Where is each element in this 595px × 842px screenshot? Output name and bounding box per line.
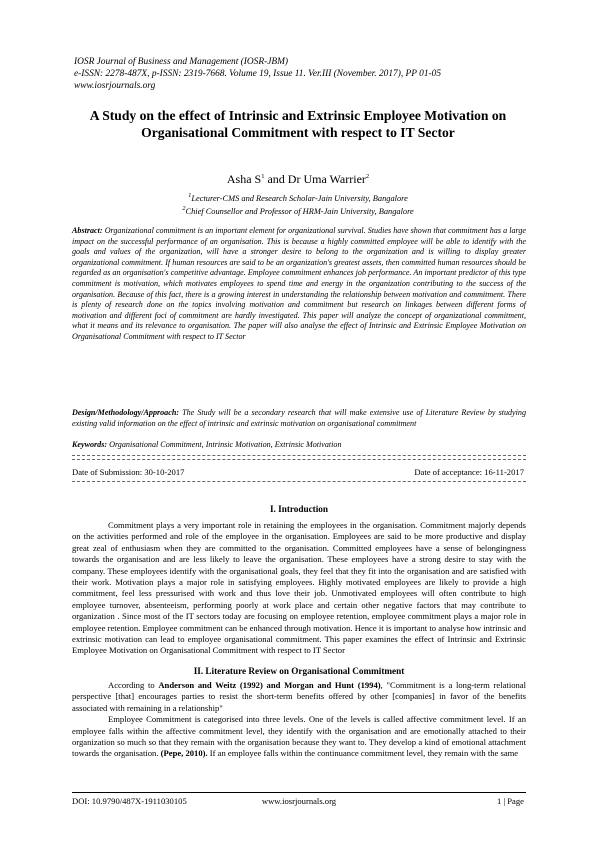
affiliations (72, 191, 524, 218)
keywords-label: Keywords: (72, 440, 108, 449)
literature-paragraph-2 (72, 714, 526, 760)
footer-site: www.iosrjournals.org (261, 796, 337, 806)
affiliation-2-sup: 2 (182, 205, 186, 213)
introduction-paragraph: Commitment plays a very important role in retaining the employees in the organisation. Commitment majorly depends on the activities performed and role of the employee in the organisation. Employees are said to be more productive and display great zeal of enthusiasm when they are committed to the organisation. Committed employees have a sense of belongingness towards the organisation and are less likely to leave the organisation. These employees have a strong desire to stay with the company. These employees identify with the organisational goals, they feel that they fit into the organisation and are satisfied with their work. Motivation plays a major role in satisfying employees. Highly motivated employees are likely to provide a high commitment, feel less pressurised with work and thus love their job. Unmotivated employees will often contribute to high employee turnover, absenteeism, performing poorly at work place and certain other negative factors that may contribute to organization . Since most of the IT sectors today are focusing on employee retention, employee commitment plays a major role in employee retention. Employee commitment can be enhanced through motivation. Hence it is important to analyse how intrinsic and extrinsic motivation can lead to employee organisational commitment. This paper examines the effect of Intrinsic and Extrinsic Employee Motivation on Organisational Commitment with respect to IT Sector (72, 520, 526, 656)
journal-header (74, 56, 441, 92)
author-1: Asha S (226, 172, 262, 186)
affiliation-1-sup: 1 (188, 192, 192, 199)
paper-title: A Study on the effect of Intrinsic and Extrinsic Employee Motivation on Organisational Commitment with respect to IT Sector (89, 108, 507, 140)
journal-issn: e-ISSN: 2278-487X, p-ISSN: 2319-7668. Volume 19, Issue 11. Ver.III (November. 2017), PP 01-05 (74, 69, 442, 79)
page-footer (72, 792, 526, 810)
footer-page-number: 1 | Page (496, 796, 524, 806)
divider (72, 455, 526, 456)
design-label: Design/Methodology/Approach: (72, 408, 180, 417)
affiliation-2 (72, 204, 524, 217)
lit-p2-text-end: If an employee falls within the continuance commitment level, they remain with the same (207, 748, 519, 759)
journal-site: www.iosrjournals.org (74, 81, 156, 91)
lit-p1-citation: Anderson and Weitz (1992) and Morgan and Hunt (1994) (158, 680, 381, 690)
abstract-text: Organizational commitment is an important element for organizational survival. Studies have shown that commitment has a large impact on the successful performance of an organisation. This is because a highly committed employee will be able to identify with the goals and values of the organization, will have a stronger desire to belong to the organization and is willing to display greater organizational commitment. If human resources are said to be an organization's greatest assets, then committed human resources should be regarded as an organisation's competitive advantage. Employee commitment enhances job performance. An important predictor of this type commitment is motivation, which motivates employees to spend time and energy in the organization contributing to the success of the organisation. Because of this fact, there is a growing interest in understanding the relationship between motivation and commitment. There is plenty of research done on the topics involving motivation and commitment but research on linkages between different forms of motivation and different foci of commitment are hardly investigated. This paper will analyze the concept of organizational commitment, what it means and its relevance to organisation. The paper will also analyse the effect of Intrinsic and Extrinsic Employee Motivation on Organisational Commitment with respect to IT Sector (72, 226, 526, 341)
section-heading-literature-review: II. Literature Review on Organisational Commitment (193, 666, 405, 676)
keywords-text: Organisational Commitment, Intrinsic Motivation, Extrinsic Motivation (109, 440, 342, 449)
design-text: The Study will be a secondary research that will make extensive use of Literature Review by studying existing valid information on the effect of intrinsic and extrinsic motivation on organisational commitment (72, 408, 526, 428)
acceptance-date: Date of acceptance: 16-11-2017 (414, 467, 524, 477)
affiliation-1-text: Lecturer-CMS and Research Scholar-Jain University, Bangalore (191, 193, 408, 203)
literature-paragraph-1 (72, 680, 526, 714)
lit-p2-citation: (Pepe, 2010). (160, 748, 208, 759)
dates-row (72, 467, 526, 477)
abstract-label: Abstract: (72, 226, 103, 235)
author-1-sup: 1 (261, 173, 265, 180)
affiliation-2-text: Chief Counsellor and Professor of HRM-Jain University, Bangalore (185, 207, 414, 217)
journal-name: IOSR Journal of Business and Management (IOSR-JBM) (74, 57, 289, 67)
footer-doi: DOI: 10.9790/487X-1911030105 (72, 796, 187, 806)
lit-p1-text: According to (108, 680, 159, 690)
authors (72, 172, 524, 187)
affiliation-1 (72, 191, 524, 204)
lit-p1-quote: , "Commitment is a long-term relational perspective [that] encourages parties to resist the short-term benefits offered by other [companies] in favor of the benefits associated with remaining in a relationship" (72, 680, 526, 713)
divider (72, 459, 526, 460)
author-2-sup: 2 (365, 173, 370, 180)
abstract (72, 226, 526, 343)
section-heading-introduction: I. Introduction (269, 504, 329, 514)
keywords (72, 440, 526, 449)
author-2: and Dr Uma Warrier (264, 172, 366, 186)
introduction-body (72, 520, 526, 657)
divider (72, 481, 526, 482)
literature-review-body (72, 680, 526, 760)
design-methodology (72, 408, 526, 429)
lit-p2-text: Employee Commitment is categorised into three levels. One of the levels is called affective commitment level. If an employee falls within the affective commitment level, they identify with the organisation and are emotionally attached to their organization so much so that they remain with the organisation because they want to. They develop a kind of emotional attachment towards the organisation. (72, 714, 526, 759)
submission-date: Date of Submission: 30-10-2017 (72, 467, 185, 477)
